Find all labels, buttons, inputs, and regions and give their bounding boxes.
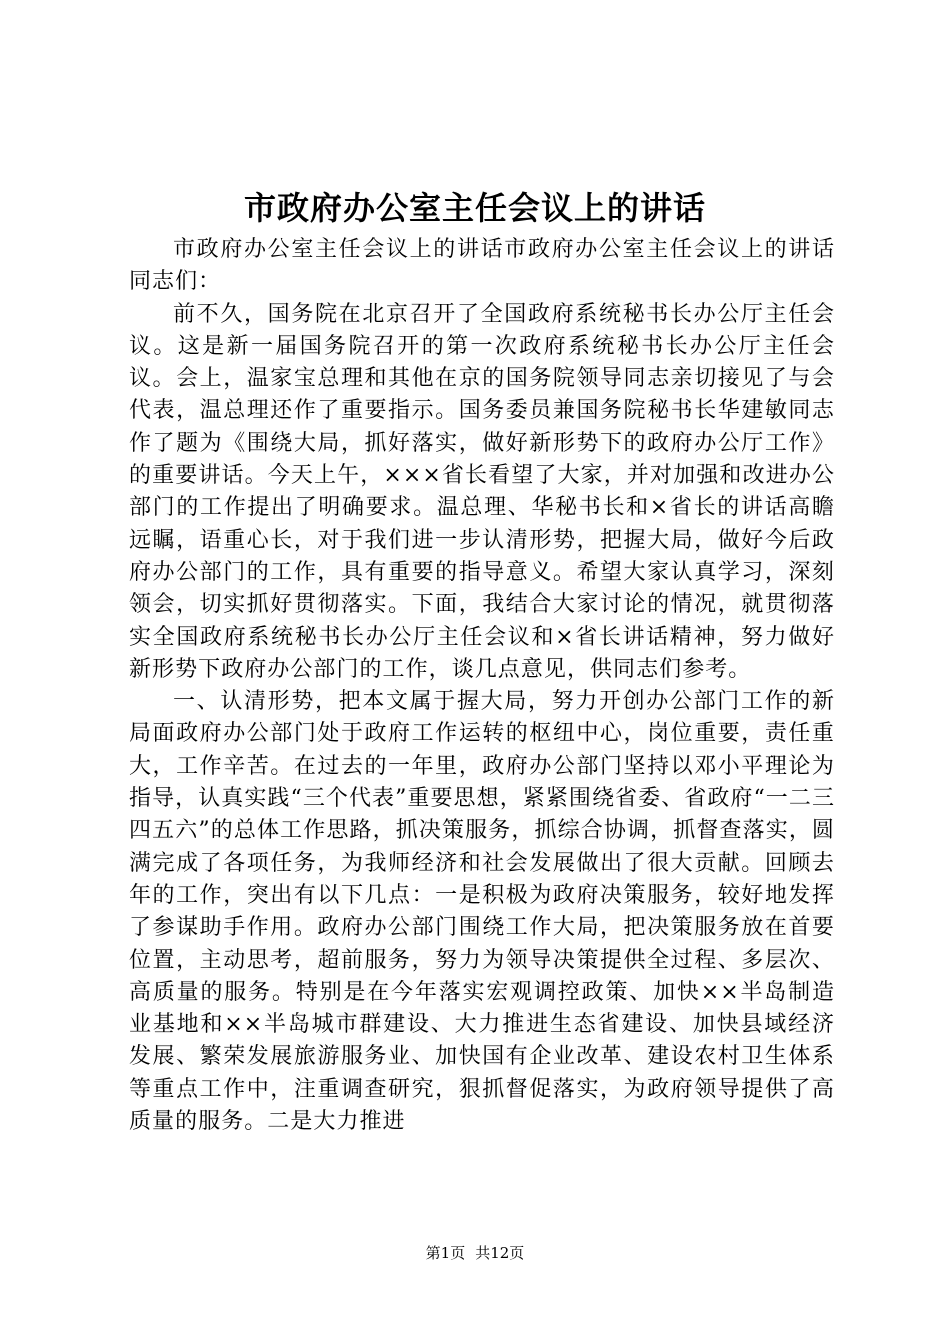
paragraph: 一、认清形势，把本文属于握大局，努力开创办公部门工作的新局面政府办公部门处于政府工作运转的枢纽中心，岗位重要，责任重大，工作辛苦。在过去的一年里，政府办公部门坚持以邓小平理论为指导，认真实践“三个代表”重要思想，紧紧围绕省委、省政府“一二三四五六”的总体工作思路，抓决策服务，抓综合协调，抓督查落实，圆满完成了各项任务，为我师经济和社会发展做出了很大贡献。回顾去年的工作，突出有以下几点：一是积极为政府决策服务，较好地发挥了参谋助手作用。政府办公部门围绕工作大局，把决策服务放在首要位置，主动思考，超前服务，努力为领导决策提供全过程、多层次、高质量的服务。特别是在今年落实宏观调控政策、加快××半岛制造业基地和××半岛城市群建设、大力推进生态省建设、加快县域经济发展、繁荣发展旅游服务业、加快国有企业改革、建设农村卫生体系等重点工作中，注重调查研究，狠抓督促落实，为政府领导提供了高质量的服务。二是大力推进 (129, 689, 835, 1135)
document-title: 市政府办公室主任会议上的讲话 (243, 189, 706, 227)
page-footer (0, 1243, 950, 1263)
page-number: 第1页 (425, 1244, 466, 1262)
paragraph: 市政府办公室主任会议上的讲话市政府办公室主任会议上的讲话同志们： (129, 237, 835, 295)
page-total: 共12页 (475, 1244, 525, 1262)
document-body (129, 234, 835, 1138)
paragraph: 前不久，国务院在北京召开了全国政府系统秘书长办公厅主任会议。这是新一届国务院召开的第一次政府系统秘书长办公厅主任会议。会上，温家宝总理和其他在京的国务院领导同志亲切接见了与会代表，温总理还作了重要指示。国务委员兼国务院秘书长华建敏同志作了题为《围绕大局，抓好落实，做好新形势下的政府办公厅工作》的重要讲话。今天上午，×××省长看望了大家，并对加强和改进办公部门的工作提出了明确要求。温总理、华秘书长和×省长的讲话高瞻远瞩，语重心长，对于我们进一步认清形势，把握大局，做好今后政府办公部门的工作，具有重要的指导意义。希望大家认真学习，深刻领会，切实抓好贯彻落实。下面，我结合大家讨论的情况，就贯彻落实全国政府系统秘书长办公厅主任会议和×省长讲话精神，努力做好新形势下政府办公部门的工作，谈几点意见，供同志们参考。 (129, 301, 835, 682)
